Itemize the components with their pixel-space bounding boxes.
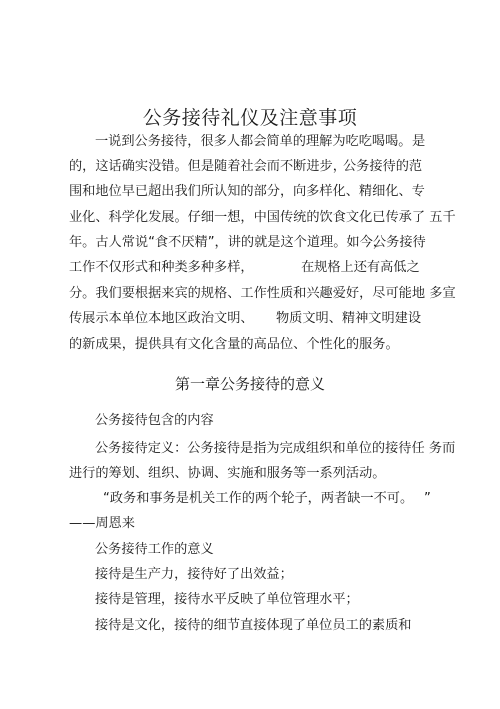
- paragraph-line: 公务接待定义：公务接待是指为完成组织和单位的接待任 务而: [95, 441, 456, 456]
- quote-attribution: ——周恩来: [69, 516, 135, 531]
- paragraph-line: 工作不仅形式和种类多种多样，: [69, 260, 254, 275]
- quote-line: “政务和事务是机关工作的两个轮子，两者缺一不可。: [103, 491, 414, 506]
- paragraph-line: 进行的筹划、组织、协调、实施和服务等一系列活动。: [69, 466, 386, 481]
- quote-line: ”: [424, 491, 431, 506]
- paragraph-line: 接待是文化，接待的细节直接体现了单位员工的素质和: [95, 618, 412, 633]
- paragraph-line: 公务接待工作的意义: [95, 542, 214, 557]
- paragraph-line: 围和地位早已超出我们所认知的部分，: [69, 184, 294, 199]
- paragraph-line: 一说到公务接待，很多人都会简单的理解为吃吃喝喝。: [95, 134, 412, 149]
- paragraph-line: 业化、科学化发展。仔细一想，中国传统的饮食文化已传承了 五千: [69, 210, 456, 225]
- paragraph-line: 是: [412, 134, 426, 149]
- paragraph-line: 的新成果，提供具有文化含量的高品位、个性化的服务。: [69, 337, 399, 352]
- chapter-heading: 第一章公务接待的意义: [174, 375, 325, 393]
- paragraph-line: 物质文明、精神文明建设: [276, 311, 422, 326]
- paragraph-line: 接待是管理，接待水平反映了单位管理水平；: [95, 592, 359, 607]
- document-title: 公务接待礼仪及注意事项: [142, 107, 358, 129]
- paragraph-line: 分。我们要根据来宾的规格、工作性质和兴趣爱好，尽可能地 多宣: [69, 286, 456, 301]
- paragraph-line: 在规格上还有高低之: [301, 260, 420, 275]
- paragraph-line: 接待是生产力，接待好了出效益；: [95, 567, 293, 582]
- paragraph-line: 的，这话确实没错。但是随着社会而不断进步，: [69, 159, 346, 174]
- paragraph-line: 年。古人常说“食不厌精”，讲的就是这个道理。如今，: [69, 235, 386, 250]
- paragraph-line: 公务接待: [373, 235, 426, 250]
- paragraph-line: 向多样化、精细化、专: [293, 184, 425, 199]
- paragraph-line: 传展示本单位本地区政治文明、: [69, 311, 254, 326]
- paragraph-line: 公务接待包含的内容: [95, 413, 214, 428]
- paragraph-line: 公务接待的范: [343, 159, 423, 174]
